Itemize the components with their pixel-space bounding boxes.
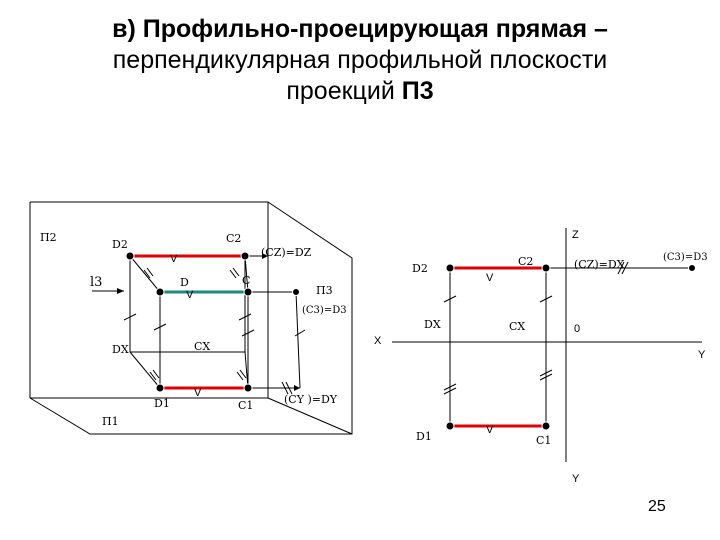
label-d2: D2 — [412, 262, 428, 275]
proj-dx-d1 — [130, 352, 160, 388]
label-v-bot: V — [194, 387, 202, 399]
left-diagram — [30, 202, 352, 434]
label-c3-d3: (C3)=D3 — [663, 252, 708, 263]
label-p1: П1 — [102, 415, 119, 428]
label-axis-x: X — [374, 335, 382, 347]
point-d1 — [156, 384, 164, 392]
title-line-3-plain: проекций — [286, 77, 395, 105]
point-c2 — [542, 264, 550, 272]
left-tick-marks — [124, 268, 305, 394]
label-c1: C1 — [238, 399, 254, 412]
label-l3: l3 — [90, 275, 103, 290]
label-c3-d3: (C3)=D3 — [302, 305, 347, 316]
label-p2: П2 — [40, 231, 57, 244]
proj-d2-d — [130, 256, 160, 292]
label-c2: C2 — [226, 232, 242, 245]
right-diagram — [374, 228, 708, 485]
label-p3: П3 — [316, 284, 333, 297]
label-axis-y-bottom: Y — [572, 473, 580, 485]
title-line-3-bold: П3 — [401, 77, 434, 105]
point-d1 — [446, 422, 454, 430]
label-d1: D1 — [416, 430, 432, 443]
label-v-mid: V — [186, 289, 194, 301]
label-v-top: V — [170, 253, 178, 265]
label-origin: 0 — [574, 323, 581, 335]
label-d1: D1 — [154, 397, 170, 410]
label-cz-dx: (CZ)=DX — [574, 258, 625, 271]
point-c3 — [293, 289, 300, 296]
label-axis-z: Z — [572, 229, 579, 241]
point-d2 — [446, 264, 454, 272]
page-number: 25 — [648, 498, 666, 515]
label-axis-y-right: Y — [698, 349, 706, 361]
right-tick-marks — [444, 262, 628, 394]
label-cx: CX — [194, 340, 211, 353]
label-c1: C1 — [536, 434, 552, 447]
point-d — [156, 288, 164, 296]
label-cy-dy: (CY )=DY — [284, 393, 338, 406]
label-d2: D2 — [112, 238, 128, 251]
proj-cy-c3 — [296, 292, 300, 388]
arrow-cy — [294, 385, 300, 391]
point-c — [244, 288, 252, 296]
label-dx: DX — [112, 343, 129, 356]
label-v-bot: V — [486, 424, 494, 436]
title-line-1: в) Профильно-проецирующая прямая – — [112, 15, 608, 43]
label-c2: C2 — [518, 255, 534, 268]
title-line-2: перпендикулярная профильной плоскости — [112, 46, 608, 74]
point-c3 — [689, 265, 696, 272]
l3-arrow-head — [117, 288, 124, 294]
label-c: C — [242, 274, 251, 287]
point-c1 — [244, 384, 252, 392]
point-c1 — [542, 422, 550, 430]
point-c2 — [241, 252, 249, 260]
label-dx: DX — [424, 318, 441, 331]
point-d2 — [126, 252, 134, 260]
label-cz-dz: (CZ)=DZ — [261, 246, 312, 259]
label-d: D — [180, 276, 189, 289]
label-cx: CX — [509, 320, 526, 333]
label-v-top: V — [486, 272, 494, 284]
